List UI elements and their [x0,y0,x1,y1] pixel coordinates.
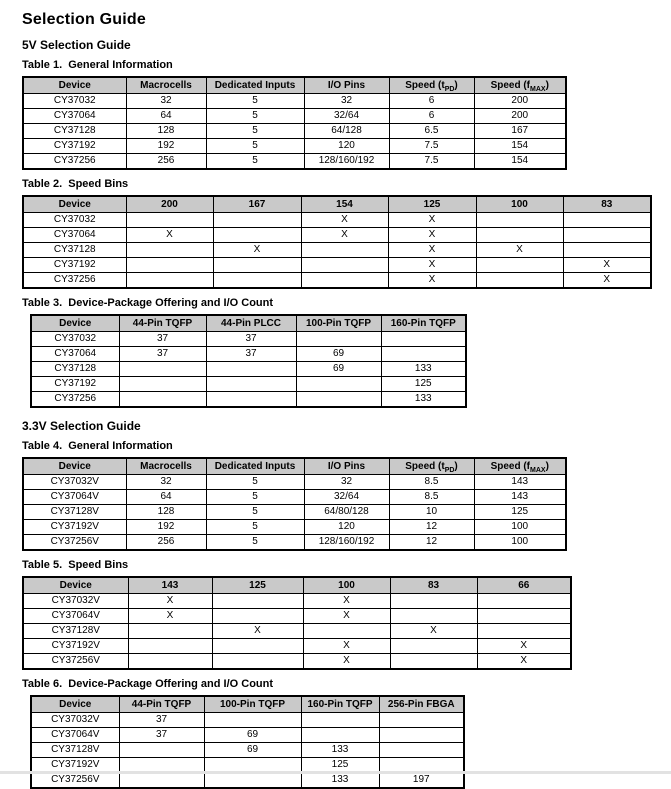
column-header: 44-Pin TQFP [119,315,206,332]
table-cell: 64 [126,490,206,505]
device-cell: CY37256V [23,654,128,670]
table-cell [213,273,301,289]
table-row [23,273,651,289]
selection-guide-sections [22,39,671,789]
table-cell: X [388,258,476,273]
column-header: Device [23,196,126,213]
device-cell: CY37064V [23,490,126,505]
column-header: 125 [212,577,303,594]
column-header: 83 [563,196,651,213]
table-row [31,377,466,392]
table-cell: X [301,228,388,243]
table-cell: 5 [206,535,304,551]
table-cell: 200 [474,109,566,124]
table-cell [303,624,390,639]
column-header: I/O Pins [304,77,389,94]
device-cell: CY37192V [23,639,128,654]
device-cell: CY37032 [23,213,126,228]
table-cell [563,228,651,243]
data-table [30,695,465,789]
device-cell: CY37064V [31,728,119,743]
table-cell: 154 [474,154,566,170]
table-cell: 10 [389,505,474,520]
table-cell [128,639,212,654]
table-cell: 69 [204,743,301,758]
table-cell [476,213,563,228]
table-row [31,392,466,408]
table-cell [476,228,563,243]
table-cell [390,609,477,624]
device-cell: CY37064V [23,609,128,624]
table-cell: X [563,258,651,273]
table-cell [213,213,301,228]
table-row [23,654,571,670]
device-cell: CY37128 [23,124,126,139]
table-cell [119,392,206,408]
column-header: Macrocells [126,77,206,94]
table-row [23,243,651,258]
table-cell: 256 [126,154,206,170]
device-cell: CY37256 [23,154,126,170]
table-cell: 256 [126,535,206,551]
device-cell: CY37032V [31,713,119,728]
table-cell: 5 [206,505,304,520]
table-cell: X [303,609,390,624]
device-cell: CY37032 [23,94,126,109]
table-cell [379,743,464,758]
table-cell: X [128,609,212,624]
column-header: 125 [388,196,476,213]
subscript-text: MAX [530,466,546,474]
table-cell: 5 [206,475,304,490]
column-header: Macrocells [126,458,206,475]
table-cell: X [303,654,390,670]
table-cell: 12 [389,520,474,535]
table-cell: 6 [389,94,474,109]
table-caption: Table 4. General Information [22,440,173,452]
data-table [30,314,467,408]
column-header: 143 [128,577,212,594]
device-cell: CY37192 [23,258,126,273]
device-cell: CY37064 [31,347,119,362]
column-header: 83 [390,577,477,594]
table-row [23,213,651,228]
table-cell: 125 [381,377,466,392]
table-cell: 5 [206,94,304,109]
table-cell: 5 [206,490,304,505]
table-cell: 8.5 [389,490,474,505]
device-cell: CY37192 [23,139,126,154]
table-cell [212,609,303,624]
table-cell: 143 [474,490,566,505]
table-row [23,154,566,170]
table-cell: 32/64 [304,109,389,124]
table-cell [477,609,571,624]
device-cell: CY37032 [31,332,119,347]
table-caption: Table 6. Device-Package Offering and I/O Count [22,678,274,690]
device-cell: CY37128V [31,743,119,758]
device-cell: CY37128 [23,243,126,258]
table-cell [128,654,212,670]
table-cell: 154 [474,139,566,154]
column-header: 44-Pin TQFP [119,696,204,713]
device-cell: CY37256V [23,535,126,551]
table-cell [126,273,213,289]
table-cell: 167 [474,124,566,139]
table-cell: 128/160/192 [304,154,389,170]
device-cell: CY37192V [23,520,126,535]
table-cell [296,332,381,347]
table-cell: 32 [126,94,206,109]
data-table [22,195,652,289]
table-cell: 128/160/192 [304,535,389,551]
table-header-row [23,196,651,213]
subscript-text: PD [444,466,455,474]
table-cell [476,273,563,289]
table-cell: X [301,213,388,228]
table-cell: 133 [381,362,466,377]
table-row [23,124,566,139]
table-row [23,109,566,124]
table-cell [390,639,477,654]
table-cell: 64 [126,109,206,124]
table-cell [212,594,303,609]
table-cell [301,713,379,728]
table-row [23,520,566,535]
device-cell: CY37032V [23,475,126,490]
table-cell: 128 [126,505,206,520]
table-cell: 192 [126,139,206,154]
table-cell: 8.5 [389,475,474,490]
table-cell: 69 [296,362,381,377]
table-row [31,713,464,728]
table-cell: 37 [206,332,296,347]
column-header: 100 [303,577,390,594]
table-cell [477,594,571,609]
table-cell: X [388,228,476,243]
column-header: Device [31,315,119,332]
device-cell: CY37032V [23,594,128,609]
table-cell: 37 [119,332,206,347]
section-heading: 5V Selection Guide [22,38,131,52]
table-cell: X [303,639,390,654]
table-cell: X [128,594,212,609]
column-header: Speed $(t_{PD})$ [389,458,474,475]
table-row [23,624,571,639]
table-cell: 6.5 [389,124,474,139]
device-cell: CY37064 [23,228,126,243]
table-cell [126,258,213,273]
data-table [22,76,567,170]
table-cell [206,377,296,392]
device-cell: CY37192V [31,758,119,773]
table-cell [119,773,204,789]
table-caption: Table 5. Speed Bins [22,559,129,571]
table-cell: 125 [301,758,379,773]
table-cell: X [388,213,476,228]
table-cell: 64/80/128 [304,505,389,520]
table-row [31,743,464,758]
table-cell: 100 [474,535,566,551]
section-heading: 3.3V Selection Guide [22,419,141,433]
table-caption: Table 2. Speed Bins [22,178,129,190]
table-header-row [31,696,464,713]
column-header: Device [31,696,119,713]
table-cell: 200 [474,94,566,109]
table-cell [212,654,303,670]
table-cell: 32 [304,94,389,109]
table-caption: Table 1. General Information [22,59,173,71]
column-header: 160-Pin TQFP [381,315,466,332]
table-cell [476,258,563,273]
table-cell [301,243,388,258]
table-caption: Table 3. Device-Package Offering and I/O Count [22,297,274,309]
device-cell: CY37192 [31,377,119,392]
table-cell [301,728,379,743]
table-row [23,505,566,520]
table-cell: 133 [301,743,379,758]
table-cell: X [388,243,476,258]
table-cell: X [390,624,477,639]
device-cell: CY37256 [31,392,119,408]
table-cell: 37 [119,347,206,362]
subscript-text: PD [444,85,455,93]
table-cell: X [212,624,303,639]
table-cell: 32/64 [304,490,389,505]
table-cell: 32 [304,475,389,490]
device-cell: CY37064 [23,109,126,124]
table-row [31,728,464,743]
column-header: 44-Pin PLCC [206,315,296,332]
table-cell: 120 [304,139,389,154]
column-header: Device [23,577,128,594]
table-row [23,594,571,609]
table-cell [381,347,466,362]
column-header: 154 [301,196,388,213]
table-cell [126,213,213,228]
column-header: Speed $(f_{MAX})$ [474,77,566,94]
table-cell [390,654,477,670]
table-cell [296,392,381,408]
table-row [23,139,566,154]
table-cell: 197 [379,773,464,789]
table-cell: X [303,594,390,609]
table-row [23,535,566,551]
table-row [23,490,566,505]
subscript-text: MAX [530,85,546,93]
table-cell: 120 [304,520,389,535]
table-cell [301,273,388,289]
table-cell: 143 [474,475,566,490]
table-cell: 7.5 [389,139,474,154]
column-header: 100-Pin TQFP [204,696,301,713]
page-title: Selection Guide [22,11,146,28]
table-cell: X [563,273,651,289]
column-header: Speed $(t_{PD})$ [389,77,474,94]
table-row [31,362,466,377]
table-header-row [23,577,571,594]
table-header-row [31,315,466,332]
table-cell: 7.5 [389,154,474,170]
table-cell: X [126,228,213,243]
table-cell [296,377,381,392]
table-row [23,94,566,109]
table-cell [206,362,296,377]
table-row [23,639,571,654]
table-cell: 69 [204,728,301,743]
table-cell [204,713,301,728]
column-header: 256-Pin FBGA [379,696,464,713]
data-table [22,457,567,551]
table-cell: 5 [206,154,304,170]
table-cell [213,258,301,273]
table-row [23,609,571,624]
table-cell: 12 [389,535,474,551]
table-cell: X [477,639,571,654]
table-cell: 64/128 [304,124,389,139]
table-cell: 37 [119,728,204,743]
table-cell: X [476,243,563,258]
table-row [23,258,651,273]
table-cell [390,594,477,609]
column-header: Dedicated Inputs [206,77,304,94]
table-cell: 133 [381,392,466,408]
column-header: Dedicated Inputs [206,458,304,475]
table-cell [379,728,464,743]
device-cell: CY37128V [23,505,126,520]
device-cell: CY37128 [31,362,119,377]
device-cell: CY37256V [31,773,119,789]
column-header: 200 [126,196,213,213]
table-row [23,228,651,243]
table-cell [381,332,466,347]
table-header-row [23,77,566,94]
table-cell [563,213,651,228]
table-row [23,475,566,490]
table-cell: 32 [126,475,206,490]
column-header: 100-Pin TQFP [296,315,381,332]
table-cell [128,624,212,639]
table-cell [204,773,301,789]
table-row [31,347,466,362]
table-cell [212,639,303,654]
column-header: Device [23,458,126,475]
table-cell [119,377,206,392]
table-cell: 128 [126,124,206,139]
table-cell: 5 [206,139,304,154]
table-cell [119,743,204,758]
table-row [31,773,464,789]
table-cell: 5 [206,109,304,124]
data-table [22,576,572,670]
table-cell: 6 [389,109,474,124]
table-cell [477,624,571,639]
column-header: 167 [213,196,301,213]
column-header: Device [23,77,126,94]
column-header: 160-Pin TQFP [301,696,379,713]
table-cell: 125 [474,505,566,520]
table-cell: 133 [301,773,379,789]
table-cell [213,228,301,243]
table-cell: 37 [119,713,204,728]
table-cell [301,258,388,273]
table-cell: X [213,243,301,258]
table-cell: 5 [206,520,304,535]
table-cell: X [477,654,571,670]
device-cell: CY37256 [23,273,126,289]
table-header-row [23,458,566,475]
table-cell [563,243,651,258]
table-cell: 100 [474,520,566,535]
column-header: Speed $(f_{MAX})$ [474,458,566,475]
table-cell: 192 [126,520,206,535]
table-cell [379,713,464,728]
table-row [31,332,466,347]
column-header: 66 [477,577,571,594]
table-cell: 69 [296,347,381,362]
table-cell: 37 [206,347,296,362]
table-cell [206,392,296,408]
table-cell [126,243,213,258]
table-cell: 5 [206,124,304,139]
column-header: 100 [476,196,563,213]
column-header: I/O Pins [304,458,389,475]
table-cell [119,362,206,377]
table-cell: X [388,273,476,289]
device-cell: CY37128V [23,624,128,639]
